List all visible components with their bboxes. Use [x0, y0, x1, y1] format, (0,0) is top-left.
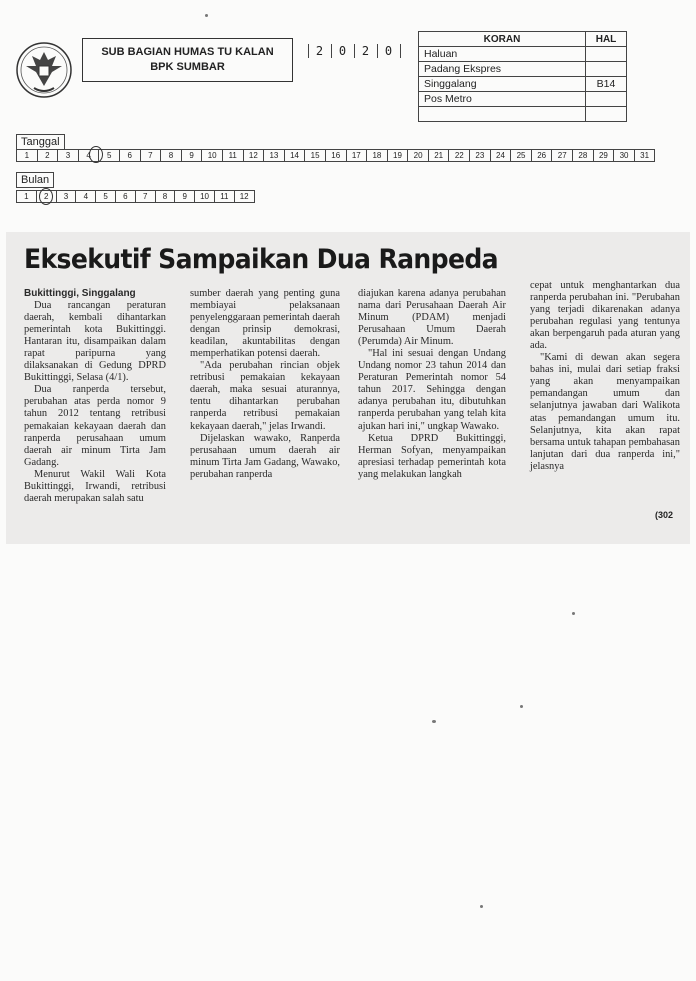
month-cell: 9: [175, 191, 195, 202]
day-cell: 16: [326, 150, 347, 161]
page-number: B14: [586, 77, 627, 92]
article-paragraph: "Kami di dewan akan segera bahas ini, mulai dari setiap fraksi yang akan menyampaikan pemandangan umum dan selanjutnya jawaban dari Walikota atas pemandangan umum itu. Selanjutnya, kita akan rapat bersama untuk tahapan pembahasan lanjutan dari dua ranperda ini," jelasnya: [530, 352, 680, 472]
department-box: [82, 38, 293, 82]
department-line2: BPK SUMBAR: [150, 61, 225, 73]
year-digit: 2: [308, 44, 331, 58]
day-cell: 9: [182, 150, 203, 161]
year-digit: 2: [354, 44, 377, 58]
tanggal-strip: [16, 149, 655, 162]
day-cell: 6: [120, 150, 141, 161]
month-cell: 8: [156, 191, 176, 202]
day-cell: 7: [141, 150, 162, 161]
article-column-2: [190, 288, 340, 481]
article-paragraph: diajukan karena adanya perubahan nama dari Perusahaan Daerah Air Minum (PDAM) menjadi Perusahaan Umum Daerah (Perumda) Air Minum.: [358, 288, 506, 348]
month-cell: 12: [235, 191, 255, 202]
day-cell: 20: [408, 150, 429, 161]
page-number: [586, 62, 627, 77]
day-cell: 17: [347, 150, 368, 161]
garuda-emblem-icon: [14, 40, 74, 100]
article-dateline: Bukittinggi, Singgalang: [24, 288, 136, 299]
newspaper-name: Padang Ekspres: [419, 62, 586, 77]
article-paragraph: sumber daerah yang penting guna membiayai pelaksanaan penyelenggaraan pemerintah daerah dengan prinsip demokrasi, keadilan, akuntabilitas dengan memperhatikan potensi daerah.: [190, 288, 341, 360]
tanggal-label: Tanggal: [16, 134, 65, 150]
table-row: [419, 62, 627, 77]
day-cell: 29: [594, 150, 615, 161]
day-cell: 14: [285, 150, 306, 161]
day-cell: 26: [532, 150, 553, 161]
scan-speck: [432, 720, 436, 723]
day-cell: 23: [470, 150, 491, 161]
day-cell: 21: [429, 150, 450, 161]
day-cell: 11: [223, 150, 244, 161]
selected-month-circle: [39, 188, 53, 205]
page-number: [586, 107, 627, 122]
page-number: [586, 47, 627, 62]
newspaper-name: Pos Metro: [419, 92, 586, 107]
koran-header: KORAN: [419, 32, 586, 47]
table-row: [419, 77, 627, 92]
month-cell: 10: [195, 191, 215, 202]
day-cell: 22: [449, 150, 470, 161]
month-cell: 4: [76, 191, 96, 202]
scan-speck: [205, 14, 208, 17]
article-paragraph: cepat untuk menghantarkan dua ranperda perubahan ini. "Perubahan yang terjadi dikarenakan adanya perubahan regulasi yang tentunya akan berpengaruh pada aturan yang ada.: [530, 280, 680, 352]
day-cell: 1: [17, 150, 38, 161]
month-cell: 11: [215, 191, 235, 202]
day-cell: 30: [614, 150, 635, 161]
month-cell: 5: [96, 191, 116, 202]
table-row: [419, 47, 627, 62]
day-cell: 2: [38, 150, 59, 161]
scan-speck: [480, 905, 483, 908]
page-number: [586, 92, 627, 107]
article-column-3: [358, 288, 506, 481]
table-row: [419, 92, 627, 107]
day-cell: 13: [264, 150, 285, 161]
year-boxes: [308, 44, 401, 58]
day-cell: 27: [552, 150, 573, 161]
month-cell: 7: [136, 191, 156, 202]
article-code: (302: [655, 510, 674, 520]
month-cell: 3: [57, 191, 77, 202]
day-cell: 18: [367, 150, 388, 161]
day-cell: 5: [99, 150, 120, 161]
article-paragraph: "Ada perubahan rincian objek retribusi pemakaian kekayaan daerah, maka sesuai aturannya, tentu dihantarkan perubahan ranperda retribusi pemakaian kekayaan daerah," jelas Irwandi.: [190, 360, 340, 432]
day-cell: 4: [79, 150, 100, 161]
article-paragraph: Dijelaskan wawako, Ranperda perusahaan umum daerah air minum Tirta Jam Gadang, Wawako, perubahan ranperda: [190, 432, 340, 480]
article-paragraph: Dua rancangan peraturan daerah, kembali dihantarkan pemerintah kota Bukittinggi. Hantaran itu, disampaikan dalam rapat paripurna yang dilaksanakan di Gedung DPRD Bukittinggi, Selasa (4/1).: [24, 300, 166, 384]
day-cell: 10: [202, 150, 223, 161]
selected-date-circle: [89, 146, 103, 163]
month-cell: 6: [116, 191, 136, 202]
newspaper-name: Singgalang: [419, 77, 586, 92]
month-cell: 1: [17, 191, 37, 202]
year-digit: 0: [331, 44, 354, 58]
article-paragraph: Dua ranperda tersebut, perubahan atas perda nomor 9 tahun 2012 tentang retribusi pemakaian kekayaan daerah dan ranperda perusahaan umum daerah air minum Tirta Jam Gadang.: [24, 384, 166, 468]
day-cell: 28: [573, 150, 594, 161]
article-paragraph: "Hal ini sesuai dengan Undang Undang nomor 23 tahun 2014 dan Peraturan Pemerintah nomor 54 tahun 2017. Sehingga dengan adanya perubahan itu, dibutuhkan ranperda perubahan yang telah kita ajukan hari ini," ungkap Wawako.: [358, 348, 506, 432]
day-cell: 25: [511, 150, 532, 161]
article-paragraph: Ketua DPRD Bukittinggi, Herman Sofyan, menyampaikan apresiasi terhadap pemerintah kota yang melakukan langkah: [358, 432, 506, 480]
day-cell: 19: [388, 150, 409, 161]
scan-speck: [520, 705, 523, 708]
bulan-label: Bulan: [16, 172, 54, 188]
article-column-4: [530, 280, 680, 473]
scan-speck: [572, 612, 575, 615]
article-headline: Eksekutif Sampaikan Dua Ranpeda: [24, 244, 498, 275]
year-digit: 0: [377, 44, 401, 58]
day-cell: 12: [244, 150, 265, 161]
article-paragraph: Menurut Wakil Wali Kota Bukittinggi, Irwandi, retribusi daerah merupakan salah satu: [24, 468, 166, 504]
day-cell: 24: [491, 150, 512, 161]
newspaper-name: Haluan: [419, 47, 586, 62]
newspaper-table: [418, 31, 627, 122]
day-cell: 31: [635, 150, 656, 161]
hal-header: HAL: [586, 32, 627, 47]
department-line1: SUB BAGIAN HUMAS TU KALAN: [101, 46, 274, 58]
day-cell: 8: [161, 150, 182, 161]
newspaper-name: [419, 107, 586, 122]
month-cell: 2: [37, 191, 57, 202]
day-cell: 15: [305, 150, 326, 161]
table-row: [419, 107, 627, 122]
article-column-1: [24, 288, 166, 505]
day-cell: 3: [58, 150, 79, 161]
